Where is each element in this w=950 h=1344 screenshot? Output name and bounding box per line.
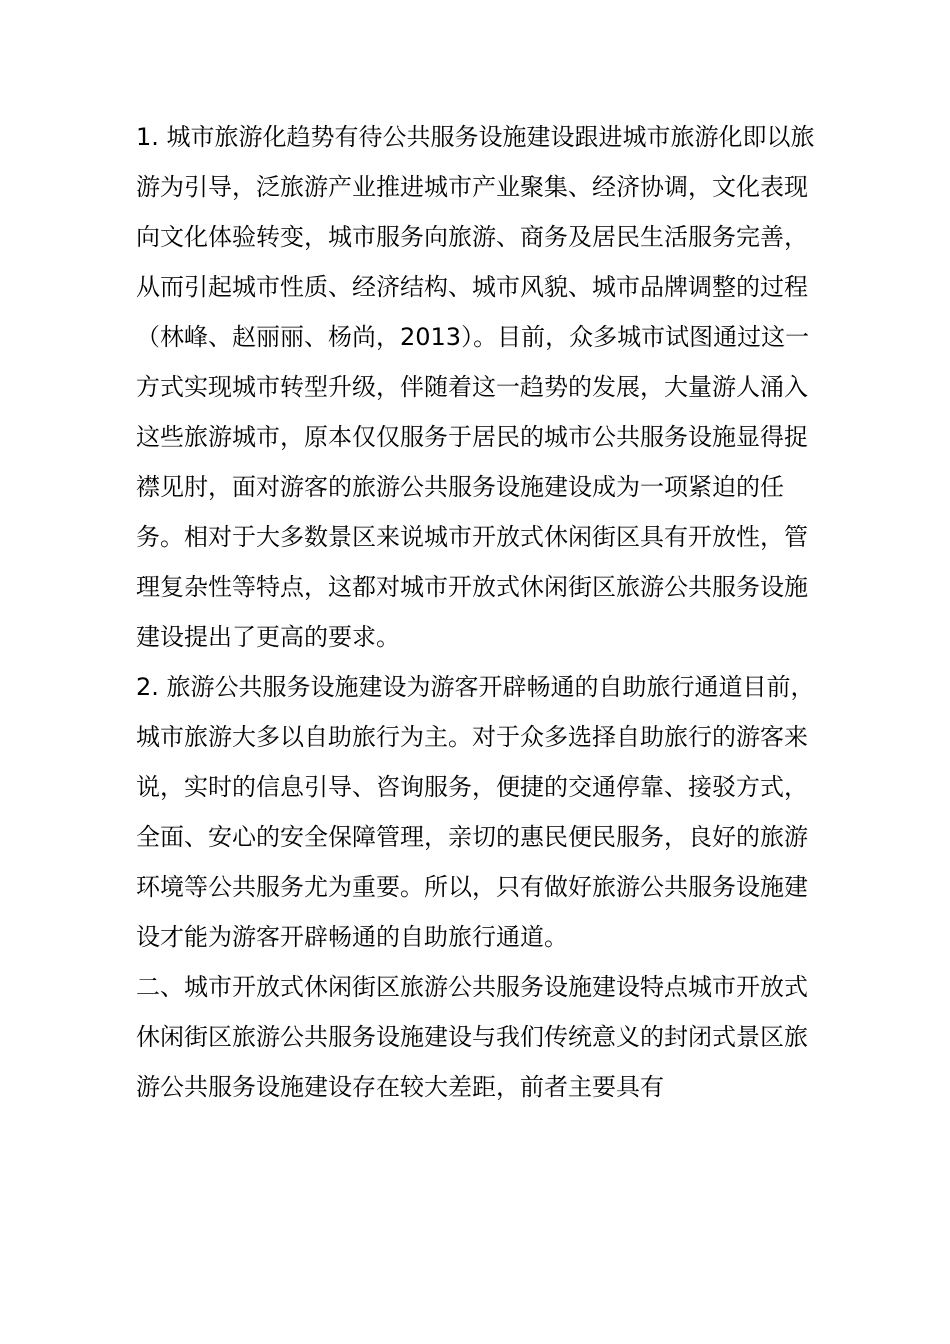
paragraph-self-guided-travel: 2. 旅游公共服务设施建设为游客开辟畅通的自助旅行通道目前，城市旅游大多以自助旅行为主。对于众多选择自助旅行的游客来说，实时的信息引导、咨询服务，便捷的交通停靠、接驳方式，全面、安心的安全保障管理，亲切的惠民便民服务，良好的旅游环境等公共服务尤为重要。所以，只有做好旅游公共服务设施建设才能为游客开辟畅通的自助旅行通道。 [136, 673, 815, 951]
paragraph-section-two: 二、城市开放式休闲街区旅游公共服务设施建设特点城市开放式休闲街区旅游公共服务设施建设与我们传统意义的封闭式景区旅游公共服务设施建设存在较大差距，前者主要具有 [136, 973, 808, 1101]
document-body [136, 112, 816, 1112]
paragraph-urban-tourism-trend: 1. 城市旅游化趋势有待公共服务设施建设跟进城市旅游化即以旅游为引导，泛旅游产业推进城市产业聚集、经济协调，文化表现向文化体验转变，城市服务向旅游、商务及居民生活服务完善，从而引起城市性质、经济结构、城市风貌、城市品牌调整的过程（林峰、赵丽丽、杨尚，2013）。目前，众多城市试图通过这一方式实现城市转型升级，伴随着这一趋势的发展，大量游人涌入这些旅游城市，原本仅仅服务于居民的城市公共服务设施显得捉襟见肘，面对游客的旅游公共服务设施建设成为一项紧迫的任务。相对于大多数景区来说城市开放式休闲街区具有开放性，管理复杂性等特点，这都对城市开放式休闲街区旅游公共服务设施建设提出了更高的要求。 [136, 123, 815, 651]
